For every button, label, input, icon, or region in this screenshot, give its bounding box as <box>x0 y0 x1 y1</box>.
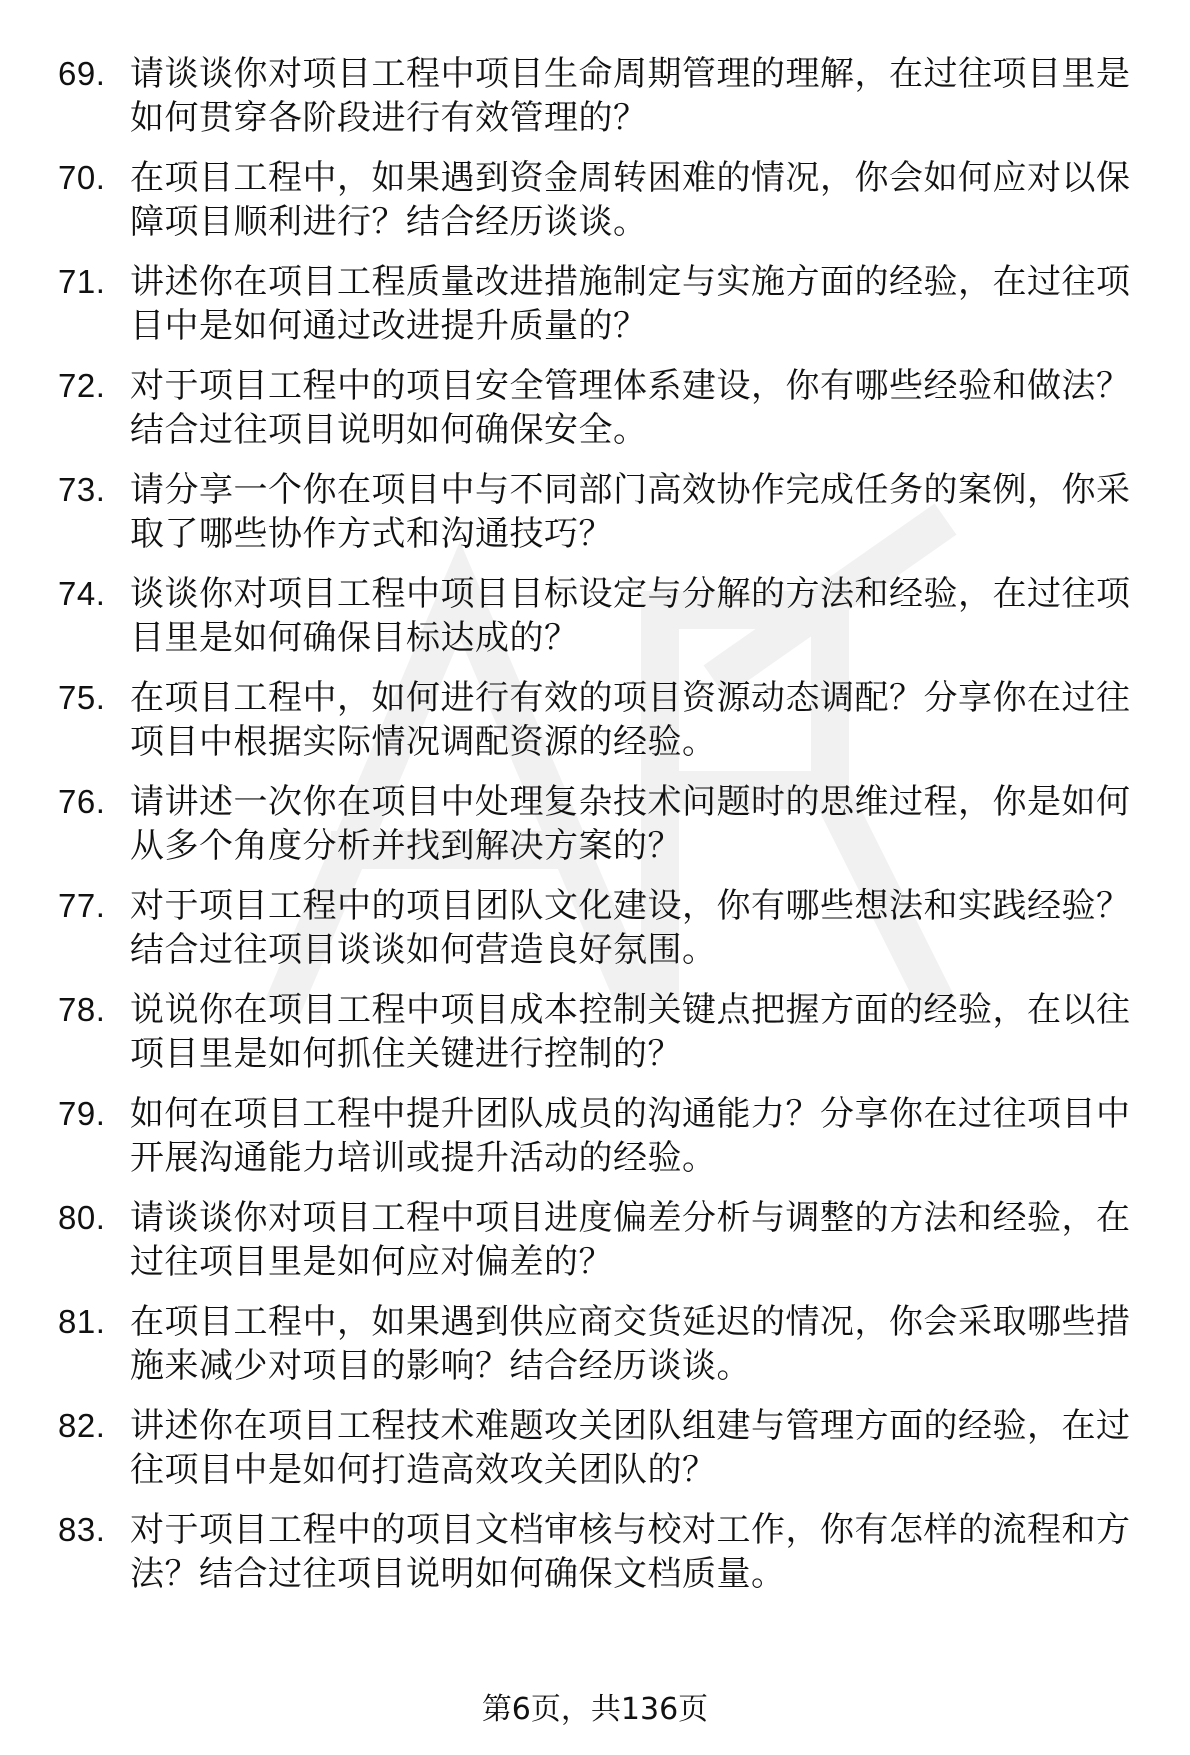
question-text: 对于项目工程中的项目团队文化建设，你有哪些想法和实践经验？结合过往项目谈谈如何营造良好氛围。 <box>130 886 1131 970</box>
question-item <box>58 1092 1148 1180</box>
question-number: 76. <box>58 783 106 820</box>
question-text: 对于项目工程中的项目文档审核与校对工作，你有怎样的流程和方法？结合过往项目说明如何确保文档质量。 <box>130 1510 1131 1594</box>
question-number: 79. <box>58 1095 106 1132</box>
question-number: 83. <box>58 1511 106 1548</box>
question-text: 在项目工程中，如果遇到资金周转困难的情况，你会如何应对以保障项目顺利进行？结合经历谈谈。 <box>130 158 1131 242</box>
question-text: 谈谈你对项目工程中项目目标设定与分解的方法和经验，在过往项目里是如何确保目标达成的？ <box>130 574 1131 658</box>
question-item <box>58 364 1148 452</box>
question-text: 对于项目工程中的项目安全管理体系建设，你有哪些经验和做法？结合过往项目说明如何确保安全。 <box>130 366 1131 450</box>
question-text: 讲述你在项目工程质量改进措施制定与实施方面的经验，在过往项目中是如何通过改进提升质量的？ <box>130 262 1131 346</box>
question-number: 73. <box>58 471 106 508</box>
question-list <box>58 52 1148 1612</box>
question-item <box>58 1196 1148 1284</box>
question-text: 如何在项目工程中提升团队成员的沟通能力？分享你在过往项目中开展沟通能力培训或提升活动的经验。 <box>130 1094 1131 1178</box>
question-number: 78. <box>58 991 106 1028</box>
question-text: 在项目工程中，如何进行有效的项目资源动态调配？分享你在过往项目中根据实际情况调配资源的经验。 <box>130 678 1131 762</box>
question-number: 71. <box>58 263 106 300</box>
question-text: 在项目工程中，如果遇到供应商交货延迟的情况，你会采取哪些措施来减少对项目的影响？结合经历谈谈。 <box>130 1302 1131 1386</box>
question-number: 69. <box>58 55 106 92</box>
question-item <box>58 1508 1148 1596</box>
question-number: 72. <box>58 367 106 404</box>
question-text: 请讲述一次你在项目中处理复杂技术问题时的思维过程，你是如何从多个角度分析并找到解决方案的？ <box>130 782 1131 866</box>
question-text: 请分享一个你在项目中与不同部门高效协作完成任务的案例，你采取了哪些协作方式和沟通技巧？ <box>130 470 1131 554</box>
question-number: 82. <box>58 1407 106 1444</box>
question-item <box>58 1404 1148 1492</box>
question-item <box>58 52 1148 140</box>
page-number-label: 第6页，共136页 <box>481 1692 709 1727</box>
question-text: 请谈谈你对项目工程中项目生命周期管理的理解，在过往项目里是如何贯穿各阶段进行有效管理的？ <box>130 54 1131 138</box>
question-number: 80. <box>58 1199 106 1236</box>
question-text: 说说你在项目工程中项目成本控制关键点把握方面的经验，在以往项目里是如何抓住关键进行控制的？ <box>130 990 1131 1074</box>
question-number: 77. <box>58 887 106 924</box>
question-item <box>58 988 1148 1076</box>
question-number: 81. <box>58 1303 106 1340</box>
question-item <box>58 884 1148 972</box>
page-footer <box>0 1690 1190 1730</box>
question-item <box>58 260 1148 348</box>
question-item <box>58 676 1148 764</box>
question-number: 70. <box>58 159 106 196</box>
question-text: 讲述你在项目工程技术难题攻关团队组建与管理方面的经验，在过往项目中是如何打造高效攻关团队的？ <box>130 1406 1131 1490</box>
question-number: 74. <box>58 575 106 612</box>
question-item <box>58 780 1148 868</box>
question-item <box>58 468 1148 556</box>
question-item <box>58 1300 1148 1388</box>
question-item <box>58 572 1148 660</box>
question-item <box>58 156 1148 244</box>
question-number: 75. <box>58 679 106 716</box>
question-text: 请谈谈你对项目工程中项目进度偏差分析与调整的方法和经验，在过往项目里是如何应对偏差的？ <box>130 1198 1131 1282</box>
